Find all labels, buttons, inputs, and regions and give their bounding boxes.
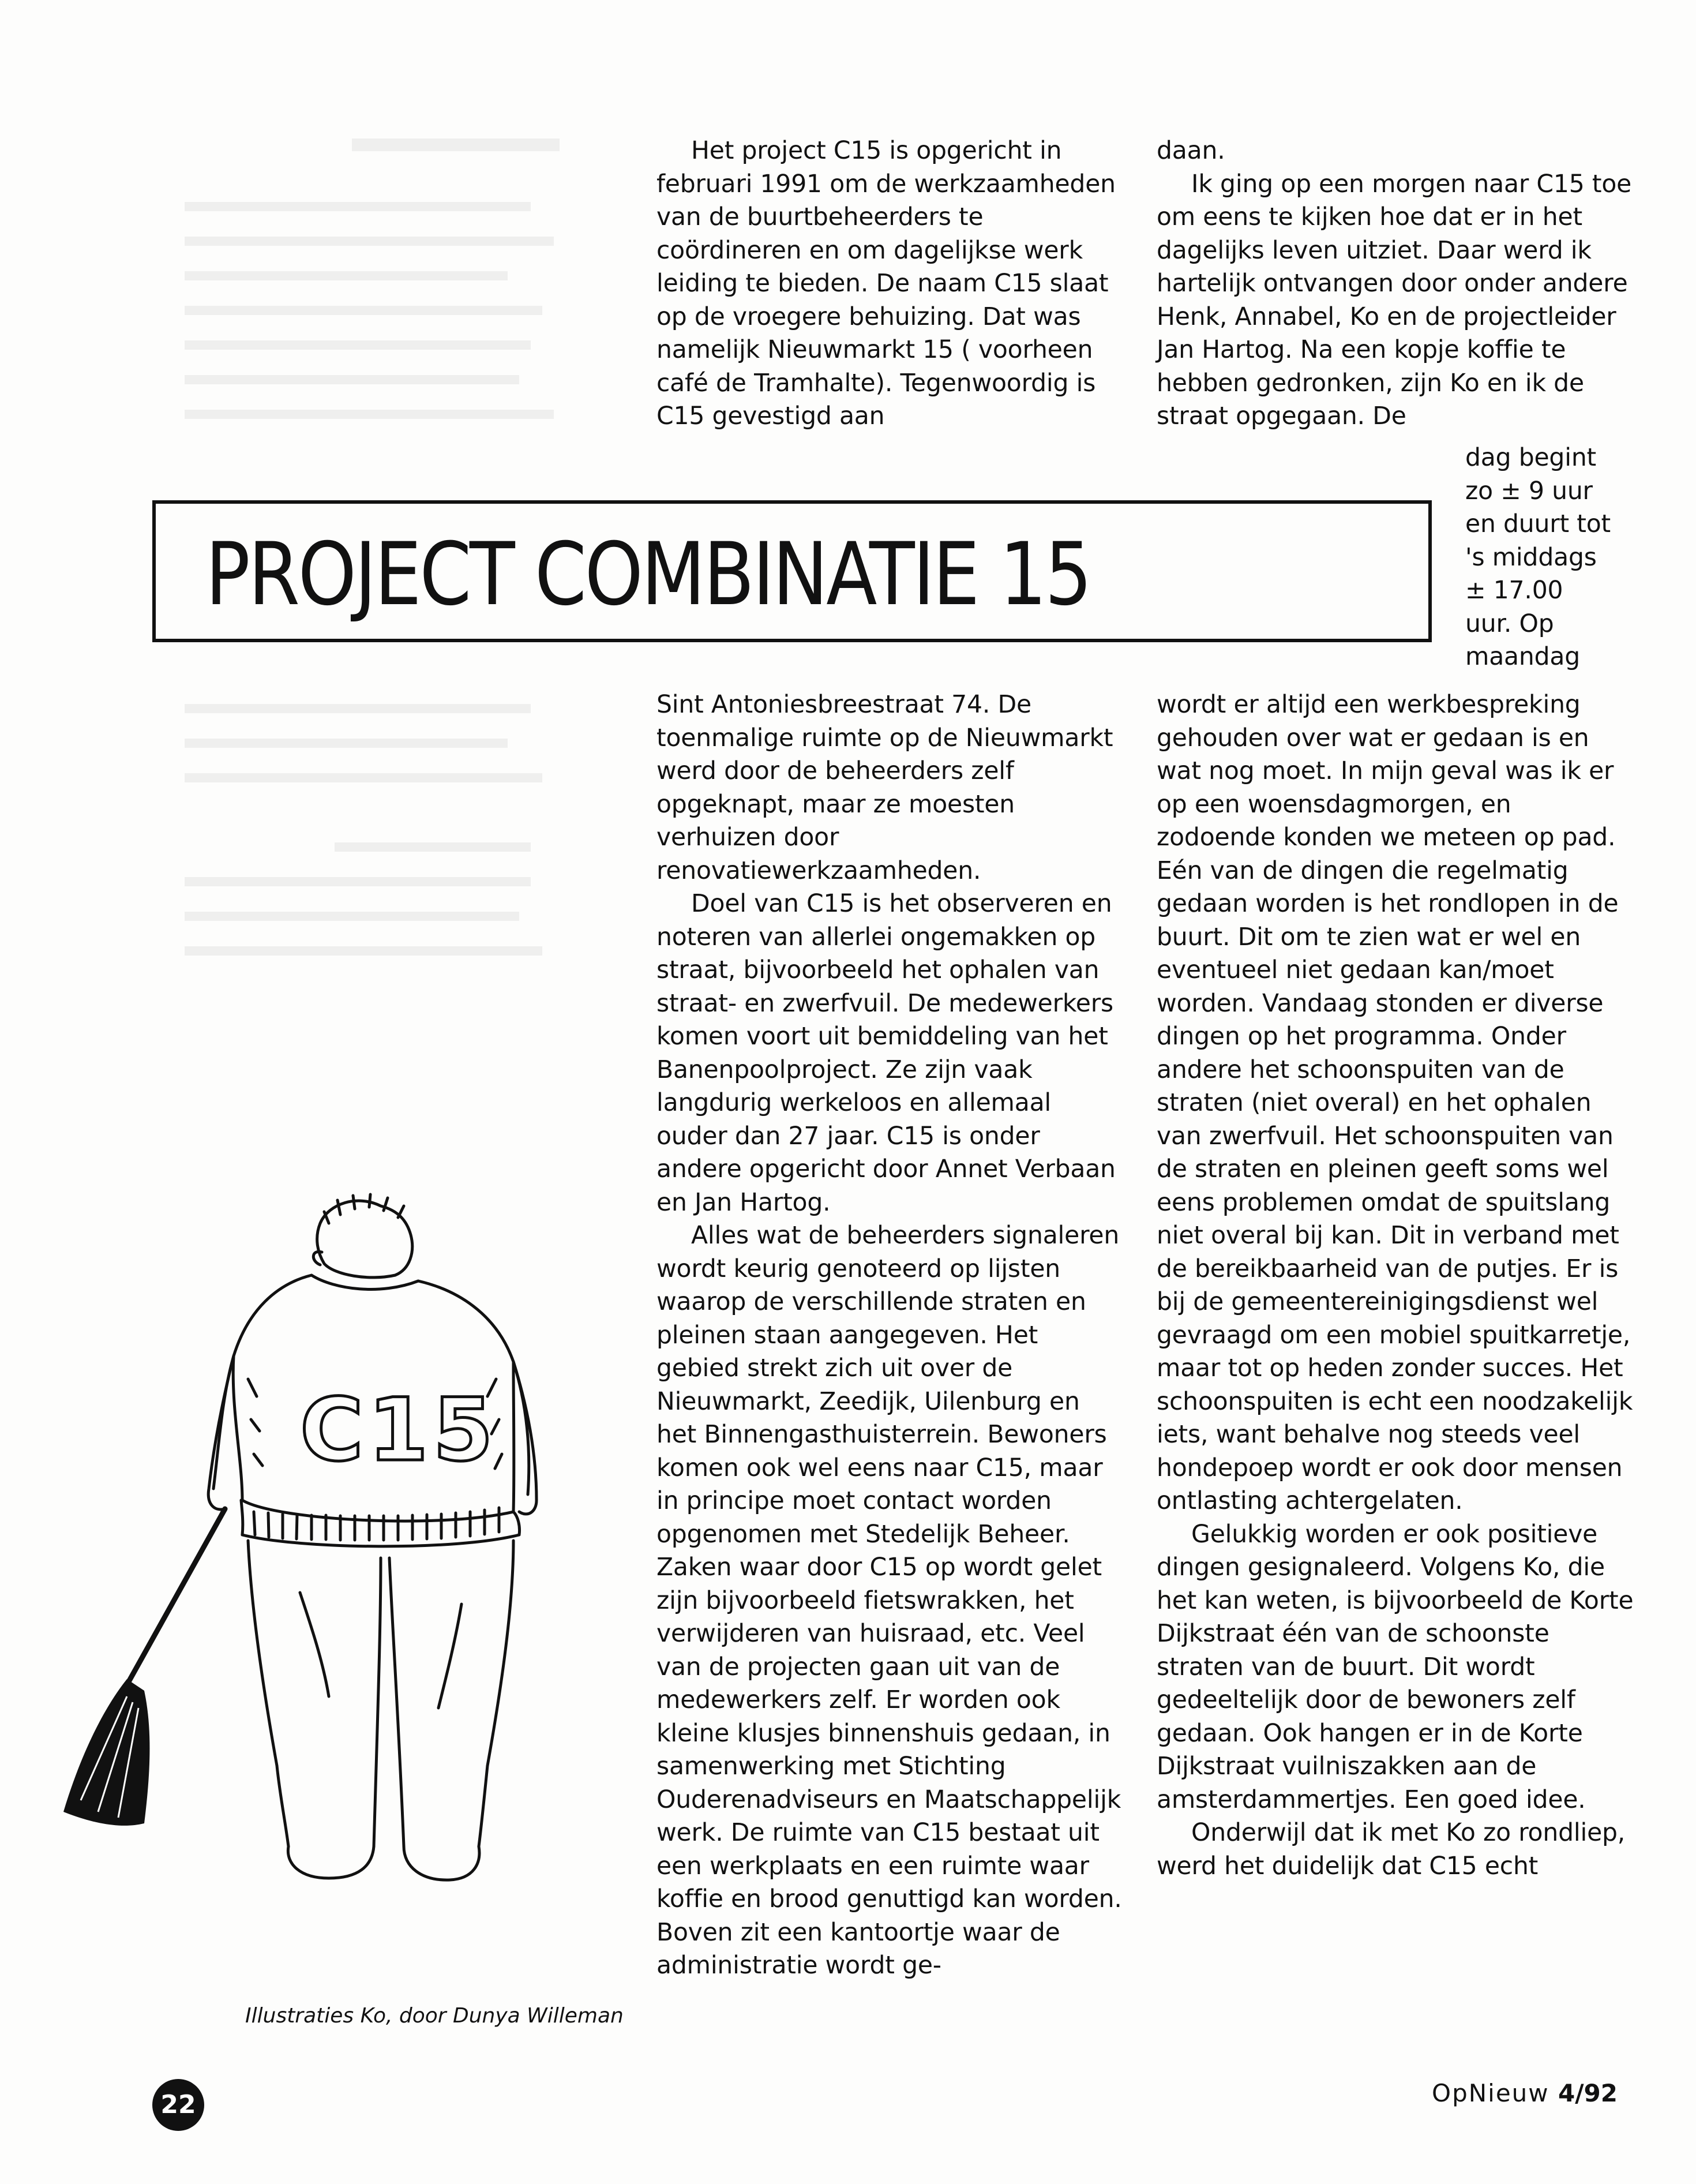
page-number-badge: 22 bbox=[152, 2079, 204, 2131]
magazine-footer bbox=[1432, 2079, 1618, 2108]
text-line: en duurt tot bbox=[1465, 510, 1611, 538]
article-column-1-bottom bbox=[656, 688, 1125, 1983]
paragraph: Sint Antoniesbreestraat 74. De toenmalige ruimte op de Nieuwmarkt werd door de beheerders zelf opgeknapt, maar ze moesten verhuizen door renovatiewerkzaamheden. bbox=[656, 691, 1113, 885]
article-title: PROJECT COMBINATIE 15 bbox=[205, 525, 1090, 625]
paragraph: Ik ging op een morgen naar C15 toe om eens te kijken hoe dat er in het dagelijks leven uitziet. Daar werd ik hartelijk ontvangen door onder andere Henk, Annabel, Ko en de projectleider Jan Hartog. Na een kopje koffie te hebben gedronken, zijn Ko en ik de straat opgegaan. De bbox=[1157, 170, 1632, 430]
article-column-2-bottom bbox=[1157, 688, 1635, 1883]
magazine-name: OpNieuw bbox=[1432, 2079, 1558, 2107]
paragraph: daan. bbox=[1157, 137, 1225, 165]
text-line: 's middags bbox=[1465, 543, 1597, 572]
article-column-2-top bbox=[1157, 134, 1635, 433]
text-line: maandag bbox=[1465, 643, 1581, 671]
text-line: ± 17.00 bbox=[1465, 576, 1563, 605]
paragraph: Het project C15 is opgericht in februari 1991 om de werkzaamheden van de buurtbeheerders te coördineren en om dagelijkse werk leiding te bieden. De naam C15 slaat op de vroegere behuizing. Dat was namelijk Nieuwmarkt 15 ( voorheen café de Tramhalte). Tegenwoordig is C15 gevestigd aan bbox=[656, 137, 1116, 430]
text-line: dag begint bbox=[1465, 444, 1597, 472]
article-column-2-wrap bbox=[1465, 441, 1638, 674]
illustration-caption: Illustraties Ko, door Dunya Willeman bbox=[245, 2004, 624, 2028]
jacket-c15-text: C15 bbox=[300, 1380, 498, 1481]
sweeper-illustration bbox=[58, 1189, 577, 1921]
text-line: zo ± 9 uur bbox=[1465, 477, 1593, 505]
issue-number: 4/92 bbox=[1558, 2079, 1618, 2107]
paragraph: Doel van C15 is het observeren en noteren van allerlei ongemakken op straat, bijvoorbeeld het ophalen van straat- en zwerfvuil. De medewerkers komen voort uit bemiddeling van het Banenpoolproject. Ze zijn vaak langdurig werkeloos en allemaal ouder dan 27 jaar. C15 is onder andere opgericht door Annet Verbaan en Jan Hartog. bbox=[656, 890, 1116, 1217]
bleed-through-texture bbox=[162, 133, 577, 1171]
text-line: uur. Op bbox=[1465, 609, 1554, 638]
paragraph: wordt er altijd een werkbespreking gehouden over wat er gedaan is en wat nog moet. In mijn geval was ik er op een woensdagmorgen, en zodoende konden we meteen op pad. Eén van de dingen die regelmatig gedaan worden is het rondlopen in de buurt. Dit om te zien wat er wel en eventueel niet gedaan kan/moet worden. Vandaag stonden er diverse dingen op het programma. Onder andere het schoonspuiten van de straten (niet overal) en het ophalen van zwerfvuil. Het schoonspuiten van de straten en pleinen geeft soms wel eens problemen omdat de spuitslang niet overal bij kan. Dit in verband met de bereikbaarheid van de putjes. Er is bij de gemeentereinigingsdienst wel gevraagd om een mobiel spuitkarretje, maar tot op heden zonder succes. Het schoonspuiten is echt een noodzakelijk iets, want behalve nog steeds veel hondepoep wordt er ook door mensen ontlasting achtergelaten. bbox=[1157, 691, 1633, 1515]
title-box bbox=[152, 500, 1432, 642]
article-column-1-top bbox=[656, 134, 1125, 433]
paragraph: Gelukkig worden er ook positieve dingen gesignaleerd. Volgens Ko, die het kan weten, is bijvoorbeeld de Korte Dijkstraat één van de schoonste straten van de buurt. Dit wordt gedeeltelijk door de bewoners zelf gedaan. Ook hangen er in de Korte Dijkstraat vuilniszakken aan de amsterdammertjes. Een goed idee. bbox=[1157, 1520, 1634, 1814]
paragraph: Alles wat de beheerders signaleren wordt keurig genoteerd op lijsten waarop de verschillende straten en pleinen staan aangegeven. Het gebied strekt zich uit over de Nieuwmarkt, Zeedijk, Uilenburg en het Binnengasthuisterrein. Bewoners komen ook wel eens naar C15, maar in principe moet contact worden opgenomen met Stedelijk Beheer. Zaken waar door C15 op wordt gelet zijn bijvoorbeeld fietswrakken, het verwijderen van huisraad, etc. Veel van de projecten gaan uit van de medewerkers zelf. Er worden ook kleine klusjes binnenshuis gedaan, in samenwerking met Stichting Ouderenadviseurs en Maatschappelijk werk. De ruimte van C15 bestaat uit een werkplaats en een ruimte waar koffie en brood genuttigd kan worden. Boven zit een kantoortje waar de administratie wordt ge- bbox=[656, 1222, 1122, 1980]
paragraph: Onderwijl dat ik met Ko zo rondliep, werd het duidelijk dat C15 echt bbox=[1157, 1819, 1626, 1880]
